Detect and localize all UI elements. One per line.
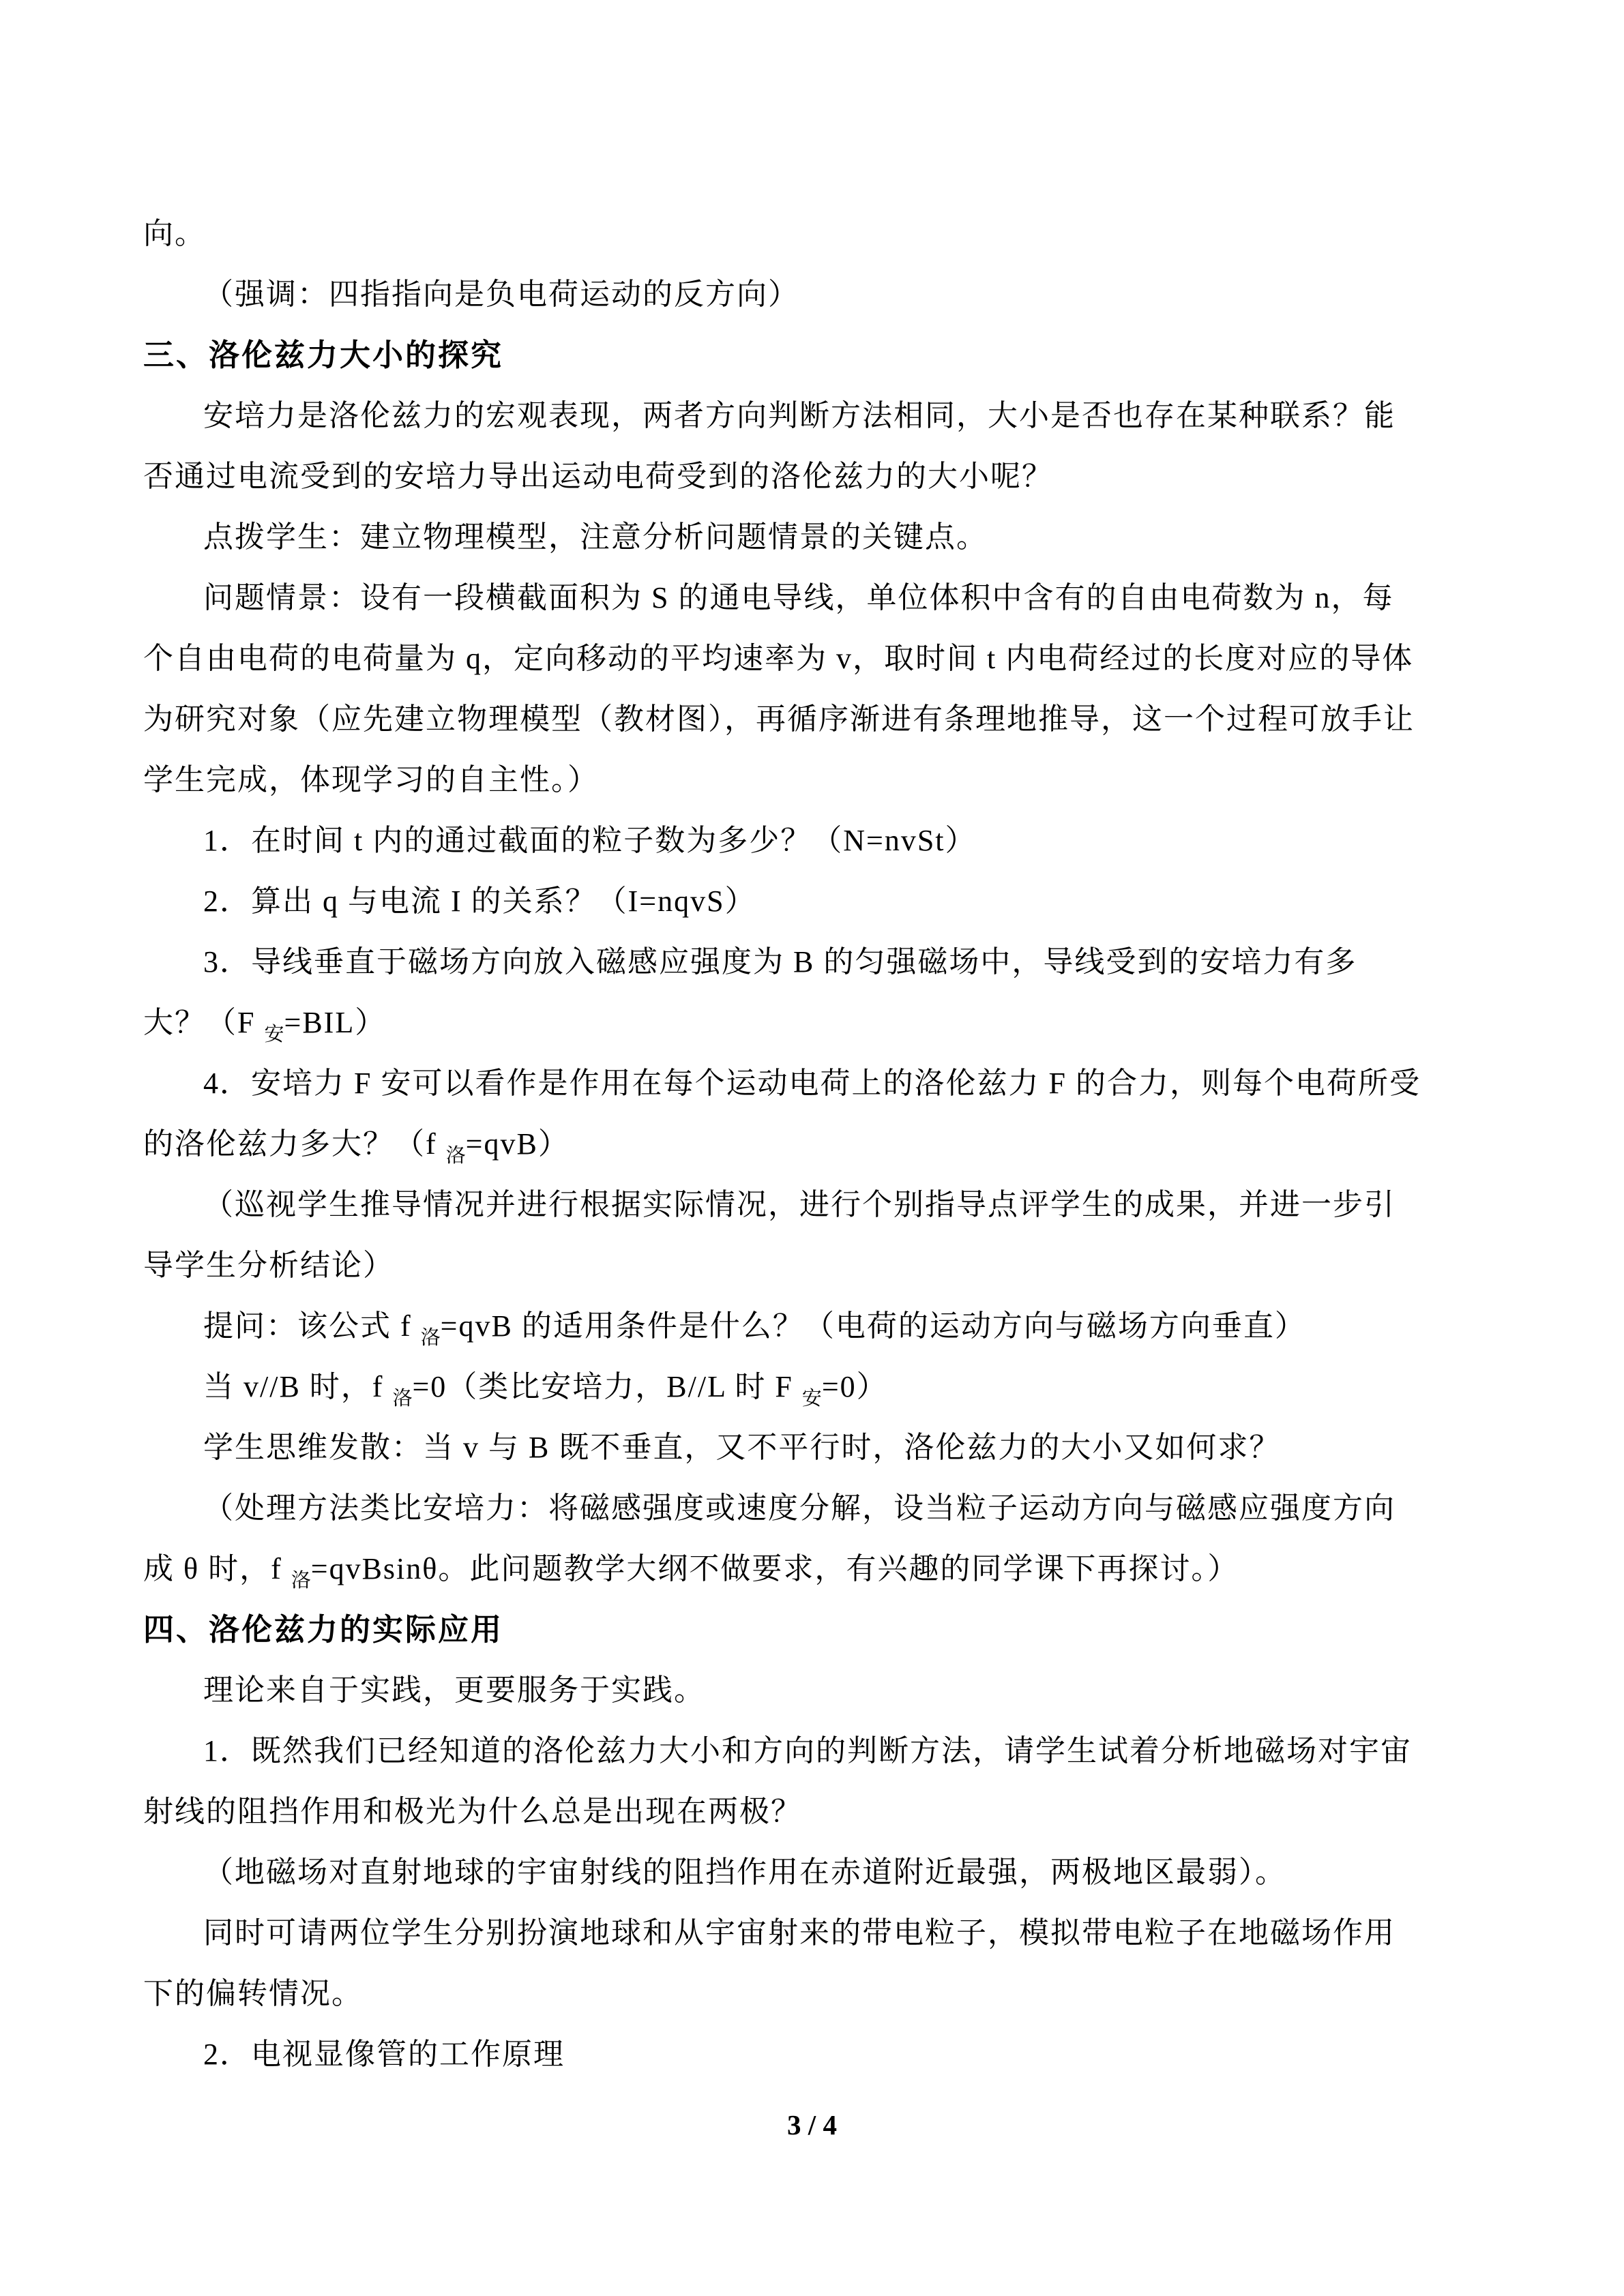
text-segment: 安培力是洛伦兹力的宏观表现，两者方向判断方法相同，大小是否也存在某种联系？能 [203, 399, 1396, 432]
text-segment: 1．在时间 t 内的通过截面的粒子数为多少？（N=nvSt） [203, 824, 977, 857]
text-segment: 理论来自于实践，更要服务于实践。 [203, 1673, 705, 1707]
text-line [143, 810, 1528, 871]
text-line [143, 567, 1528, 628]
text-segment: =0） [821, 1370, 888, 1403]
text-line [143, 1781, 1528, 1842]
text-segment: 学生完成，体现学习的自主性。） [143, 763, 599, 796]
text-segment: （巡视学生推导情况并进行根据实际情况，进行个别指导点评学生的成果，并进一步引 [203, 1188, 1396, 1221]
text-line [143, 1296, 1528, 1356]
text-line [143, 1538, 1528, 1599]
text-line [143, 1842, 1528, 1903]
text-segment: 同时可请两位学生分别扮演地球和从宇宙射来的带电粒子，模拟带电粒子在地磁场作用 [203, 1916, 1396, 1950]
text-segment: 否通过电流受到的安培力导出运动电荷受到的洛伦兹力的大小呢？ [143, 460, 1053, 493]
text-line [143, 264, 1528, 325]
text-line [143, 1660, 1528, 1720]
text-segment: 问题情景：设有一段横截面积为 S 的通电导线，单位体积中含有的自由电荷数为 n，每 [203, 581, 1394, 614]
section-heading [143, 325, 1528, 385]
page-number: 3 / 4 [787, 2109, 837, 2141]
text-line [143, 1356, 1528, 1417]
document-lines [143, 203, 1528, 2085]
text-segment: 下的偏转情况。 [143, 1977, 363, 2010]
text-line [143, 992, 1528, 1053]
text-segment: 导学生分析结论） [143, 1249, 394, 1282]
text-line [143, 1235, 1528, 1296]
section-heading [143, 1599, 1528, 1660]
text-line [143, 203, 1528, 264]
text-segment: （强调：四指指向是负电荷运动的反方向） [203, 278, 799, 311]
text-segment: 个自由电荷的电荷量为 q，定向移动的平均速率为 v，取时间 t 内电荷经过的长度对应的导体 [143, 642, 1414, 675]
text-segment: 1．既然我们已经知道的洛伦兹力大小和方向的判断方法，请学生试着分析地磁场对宇宙 [203, 1734, 1412, 1768]
text-line [143, 1720, 1528, 1781]
subscript-text: 洛 [291, 1570, 311, 1592]
text-segment: 2．电视显像管的工作原理 [203, 2038, 565, 2071]
text-segment: 2．算出 q 与电流 I 的关系？（I=nqvS） [203, 884, 756, 918]
text-line [143, 2024, 1528, 2085]
text-segment: 点拨学生：建立物理模型，注意分析问题情景的关键点。 [203, 520, 988, 554]
text-line [143, 749, 1528, 810]
subscript-text: 安 [264, 1024, 284, 1045]
text-segment: （处理方法类比安培力：将磁感强度或速度分解，设当粒子运动方向与磁感应强度方向 [203, 1491, 1396, 1525]
text-segment: =qvBsinθ。此问题教学大纲不做要求，有兴趣的同学课下再探讨。） [310, 1552, 1239, 1585]
text-segment: 四、洛伦兹力的实际应用 [143, 1612, 504, 1647]
text-segment: 学生思维发散：当 v 与 B 既不垂直，又不平行时，洛伦兹力的大小又如何求？ [203, 1431, 1281, 1464]
text-segment: 射线的阻挡作用和极光为什么总是出现在两极？ [143, 1795, 802, 1828]
text-line [143, 871, 1528, 931]
text-line [143, 1417, 1528, 1478]
subscript-text: 安 [801, 1388, 822, 1410]
text-segment: =qvB） [465, 1127, 570, 1161]
text-line [143, 931, 1528, 992]
text-line [143, 689, 1528, 749]
text-line [143, 507, 1528, 567]
text-segment: 为研究对象（应先建立物理模型（教材图），再循序渐进有条理地推导，这一个过程可放手让 [143, 702, 1415, 736]
text-segment: =BIL） [284, 1006, 387, 1039]
text-segment: （地磁场对直射地球的宇宙射线的阻挡作用在赤道附近最强，两极地区最弱）。 [203, 1855, 1286, 1889]
text-segment: 提问：该公式 f [203, 1309, 421, 1343]
text-segment: 成 θ 时，f [143, 1552, 291, 1585]
text-segment: =qvB 的适用条件是什么？（电荷的运动方向与磁场方向垂直） [440, 1309, 1306, 1343]
text-line [143, 628, 1528, 689]
text-segment: 三、洛伦兹力大小的探究 [143, 338, 504, 372]
subscript-text: 洛 [420, 1327, 441, 1349]
text-segment: 当 v//B 时，f [203, 1370, 393, 1403]
text-line [143, 1478, 1528, 1538]
text-segment: 4．安培力 F 安可以看作是作用在每个运动电荷上的洛伦兹力 F 的合力，则每个电荷所受 [203, 1067, 1421, 1100]
text-line [143, 1053, 1528, 1114]
text-line [143, 446, 1528, 507]
text-segment: 3．导线垂直于磁场方向放入磁感应强度为 B 的匀强磁场中，导线受到的安培力有多 [203, 945, 1357, 979]
text-segment: 的洛伦兹力多大？（f [143, 1127, 446, 1161]
subscript-text: 洛 [392, 1388, 413, 1410]
text-segment: 大？（F [143, 1006, 265, 1039]
text-line [143, 1174, 1528, 1235]
text-line [143, 1114, 1528, 1174]
text-segment: 向。 [143, 217, 206, 250]
text-segment: =0（类比安培力，B//L 时 F [412, 1370, 802, 1403]
text-line [143, 385, 1528, 446]
text-line [143, 1963, 1528, 2024]
text-line [143, 1903, 1528, 1963]
subscript-text: 洛 [445, 1145, 466, 1167]
